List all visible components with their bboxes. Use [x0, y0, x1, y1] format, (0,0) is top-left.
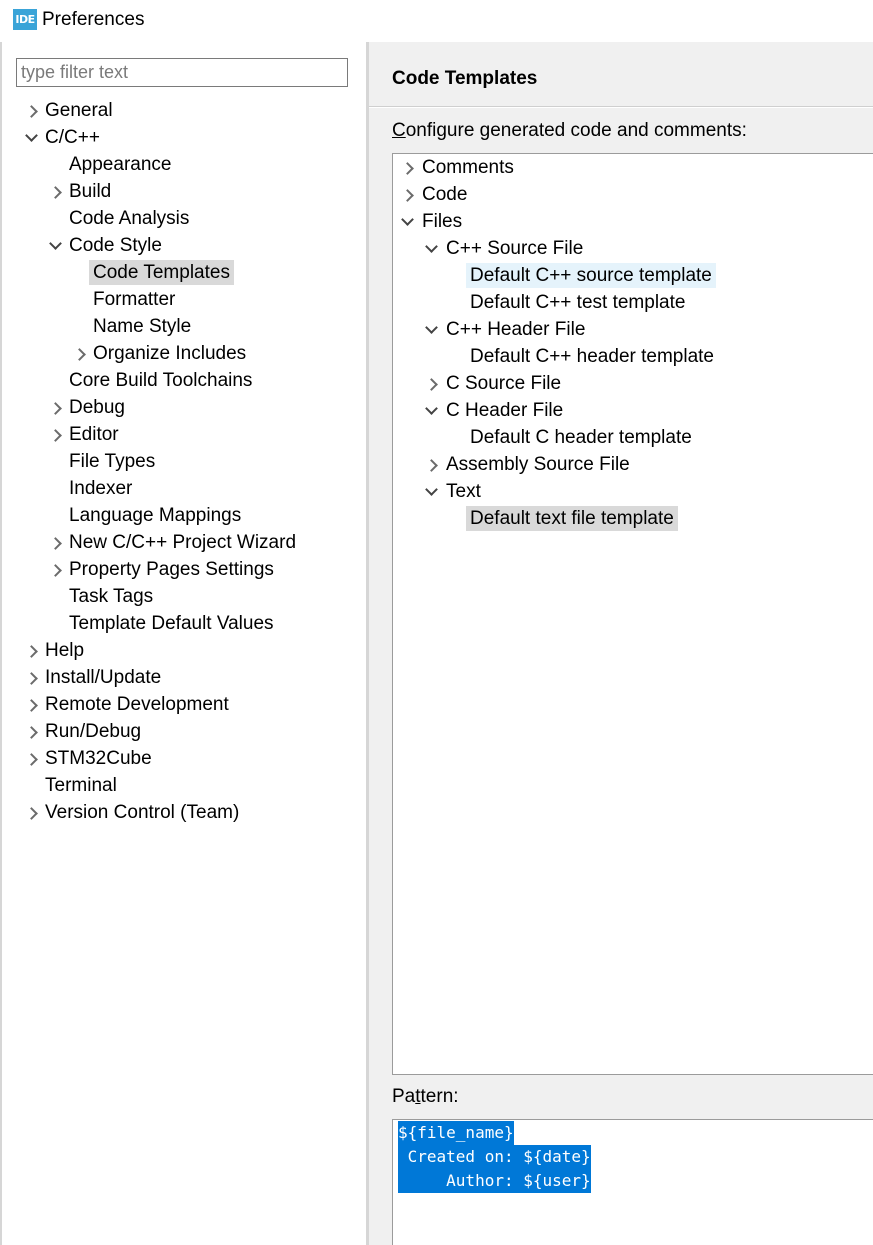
nav-item-label: Indexer	[69, 478, 133, 499]
nav-item-remote-development[interactable]	[22, 692, 233, 717]
template-item-label: Default C header template	[470, 427, 692, 448]
chevron-right-icon[interactable]	[26, 699, 38, 711]
template-item-comments[interactable]	[398, 155, 518, 180]
nav-item-label: Remote Development	[45, 694, 229, 715]
nav-item-label: Code Templates	[89, 260, 234, 285]
nav-item-debug[interactable]	[46, 395, 129, 420]
template-item-label: Default C++ header template	[470, 346, 714, 367]
nav-item-label: Template Default Values	[69, 613, 274, 634]
nav-item-indexer[interactable]	[46, 476, 136, 501]
nav-item-install-update[interactable]	[22, 665, 165, 690]
nav-item-label: Debug	[69, 397, 125, 418]
nav-item-file-types[interactable]	[46, 449, 159, 474]
pattern-line[interactable]: Author: ${user}	[398, 1169, 591, 1193]
nav-item-cpp[interactable]	[22, 125, 104, 150]
window-title: Preferences	[42, 9, 145, 30]
chevron-right-icon[interactable]	[426, 459, 438, 471]
nav-item-task-tags[interactable]	[46, 584, 157, 609]
chevron-down-icon[interactable]	[425, 323, 437, 335]
nav-item-organize-includes[interactable]	[70, 341, 250, 366]
nav-item-stm32cube[interactable]	[22, 746, 156, 771]
chevron-right-icon[interactable]	[50, 186, 62, 198]
template-item-code[interactable]	[398, 182, 471, 207]
chevron-right-icon[interactable]	[402, 162, 414, 174]
nav-item-label: Terminal	[45, 775, 117, 796]
pattern-label-text: tern:	[420, 1086, 459, 1107]
nav-item-label: Core Build Toolchains	[69, 370, 253, 391]
chevron-right-icon[interactable]	[426, 378, 438, 390]
page-title: Code Templates	[392, 68, 538, 89]
template-item-label: Default C++ source template	[466, 263, 716, 288]
template-item-label: Files	[422, 211, 463, 232]
nav-item-core-build-toolchains[interactable]	[46, 368, 256, 393]
template-item-label: C++ Source File	[446, 238, 584, 259]
template-item-label: Code	[422, 184, 468, 205]
nav-item-label: STM32Cube	[45, 748, 152, 769]
configure-label	[392, 119, 747, 143]
nav-item-label: Build	[69, 181, 112, 202]
pattern-line[interactable]: Created on: ${date}	[398, 1145, 591, 1169]
nav-item-code-style[interactable]	[46, 233, 166, 258]
nav-item-editor[interactable]	[46, 422, 123, 447]
template-item-default-c-header[interactable]	[446, 425, 696, 450]
template-item-label: C++ Header File	[446, 319, 586, 340]
chevron-right-icon[interactable]	[402, 189, 414, 201]
template-item-cpp-header-file[interactable]	[422, 317, 589, 342]
title-bar	[0, 0, 873, 42]
nav-item-label: New C/C++ Project Wizard	[69, 532, 297, 553]
chevron-right-icon[interactable]	[50, 429, 62, 441]
template-item-c-header-file[interactable]	[422, 398, 567, 423]
nav-item-label: Property Pages Settings	[69, 559, 274, 580]
nav-item-label: Editor	[69, 424, 119, 445]
mnemonic-letter: t	[415, 1086, 421, 1107]
nav-item-label: Name Style	[93, 316, 192, 337]
template-item-default-text-file[interactable]	[446, 506, 678, 531]
template-item-default-cpp-source[interactable]	[446, 263, 716, 288]
nav-item-run-debug[interactable]	[22, 719, 145, 744]
template-item-assembly-source-file[interactable]	[422, 452, 634, 477]
nav-item-new-project-wizard[interactable]	[46, 530, 300, 555]
nav-item-terminal[interactable]	[22, 773, 121, 798]
nav-item-label: Organize Includes	[93, 343, 247, 364]
template-item-label: Default text file template	[466, 506, 678, 531]
chevron-right-icon[interactable]	[26, 105, 38, 117]
template-item-label: Text	[446, 481, 481, 502]
chevron-right-icon[interactable]	[26, 645, 38, 657]
nav-item-label: Task Tags	[69, 586, 154, 607]
nav-item-label: Formatter	[93, 289, 176, 310]
chevron-down-icon[interactable]	[425, 485, 437, 497]
nav-item-label: Run/Debug	[45, 721, 142, 742]
chevron-right-icon[interactable]	[74, 348, 86, 360]
template-item-cpp-source-file[interactable]	[422, 236, 587, 261]
chevron-right-icon[interactable]	[50, 402, 62, 414]
chevron-right-icon[interactable]	[26, 753, 38, 765]
nav-item-help[interactable]	[22, 638, 88, 663]
pattern-line[interactable]: ${file_name}	[398, 1121, 514, 1145]
chevron-right-icon[interactable]	[50, 537, 62, 549]
template-item-label: Assembly Source File	[446, 454, 630, 475]
template-item-c-source-file[interactable]	[422, 371, 565, 396]
nav-item-general[interactable]	[22, 98, 117, 123]
nav-item-label: Version Control (Team)	[45, 802, 240, 823]
chevron-right-icon[interactable]	[26, 726, 38, 738]
nav-item-code-templates[interactable]	[70, 260, 234, 285]
nav-item-template-default-values[interactable]	[46, 611, 278, 636]
nav-item-label: C/C++	[45, 127, 100, 148]
template-item-label: C Header File	[446, 400, 564, 421]
template-item-label: Comments	[422, 157, 514, 178]
nav-item-code-analysis[interactable]	[46, 206, 193, 231]
nav-item-label: Help	[45, 640, 85, 661]
chevron-right-icon[interactable]	[26, 672, 38, 684]
left-border	[0, 42, 2, 1245]
template-item-label: Default C++ test template	[470, 292, 686, 313]
configure-label-text: onfigure generated code and comments:	[405, 120, 747, 141]
nav-item-language-mappings[interactable]	[46, 503, 245, 528]
nav-item-version-control[interactable]	[22, 800, 243, 825]
template-item-text[interactable]	[422, 479, 485, 504]
nav-item-label: File Types	[69, 451, 156, 472]
nav-item-label: Code Analysis	[69, 208, 190, 229]
pattern-label	[392, 1085, 459, 1109]
nav-item-build[interactable]	[46, 179, 115, 204]
chevron-down-icon[interactable]	[425, 242, 437, 254]
filter-input[interactable]	[16, 58, 348, 87]
chevron-right-icon[interactable]	[26, 807, 38, 819]
template-item-files[interactable]	[398, 209, 466, 234]
nav-item-label: Language Mappings	[69, 505, 242, 526]
template-item-label: C Source File	[446, 373, 562, 394]
chevron-right-icon[interactable]	[50, 564, 62, 576]
nav-item-formatter[interactable]	[70, 287, 179, 312]
chevron-down-icon[interactable]	[425, 404, 437, 416]
mnemonic-letter: C	[392, 120, 406, 141]
ide-app-icon: IDE	[13, 9, 37, 30]
chevron-down-icon[interactable]	[49, 239, 61, 251]
template-item-default-cpp-header[interactable]	[446, 344, 718, 369]
nav-item-label: Appearance	[69, 154, 172, 175]
pattern-label-text: Pa	[392, 1086, 416, 1107]
nav-item-label: Code Style	[69, 235, 162, 256]
chevron-down-icon[interactable]	[25, 131, 37, 143]
nav-item-property-pages-settings[interactable]	[46, 557, 278, 582]
nav-item-name-style[interactable]	[70, 314, 195, 339]
nav-item-appearance[interactable]	[46, 152, 175, 177]
nav-item-label: Install/Update	[45, 667, 162, 688]
template-item-default-cpp-test[interactable]	[446, 290, 689, 315]
nav-item-label: General	[45, 100, 113, 121]
chevron-down-icon[interactable]	[401, 215, 413, 227]
